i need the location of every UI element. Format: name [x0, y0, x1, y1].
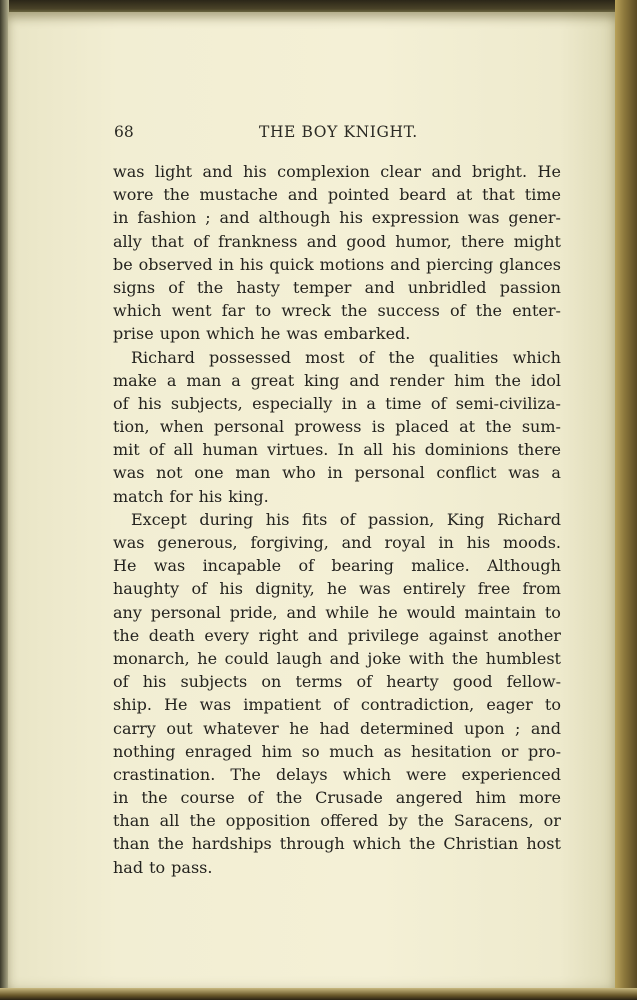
- text-line: [113, 809, 561, 832]
- running-head: [114, 123, 560, 145]
- word: nothing: [113, 741, 176, 761]
- word: light: [154, 162, 193, 181]
- word: man: [186, 370, 222, 390]
- word: who: [282, 463, 316, 483]
- word: there: [461, 231, 505, 251]
- word: would: [406, 602, 456, 622]
- word: impatient: [243, 695, 322, 715]
- word: right: [258, 625, 299, 645]
- word: pride,: [229, 602, 278, 622]
- word: King: [446, 509, 485, 529]
- word: ship.: [113, 695, 152, 715]
- text-line: [113, 276, 561, 299]
- word: temper: [293, 277, 352, 297]
- word: on: [261, 672, 282, 692]
- word: especially: [252, 393, 333, 413]
- word: another: [497, 625, 561, 645]
- word: humor,: [395, 231, 452, 251]
- word: and: [287, 185, 318, 205]
- page-number: 68: [114, 123, 134, 141]
- word: a: [551, 463, 561, 483]
- text-line: [113, 832, 561, 855]
- word: any: [113, 602, 142, 622]
- text-line: [113, 647, 561, 670]
- word: Although: [487, 556, 561, 576]
- word: mustache: [199, 185, 278, 205]
- word: moods.: [503, 533, 561, 552]
- word: fashion: [137, 208, 197, 228]
- body-text: [113, 160, 561, 879]
- text-line: [113, 693, 561, 716]
- word: his: [265, 509, 290, 529]
- word: his: [339, 208, 363, 228]
- word: opposition: [225, 811, 311, 831]
- word: match: [113, 486, 164, 506]
- word: placed: [395, 417, 449, 437]
- word: and: [329, 648, 360, 668]
- word: could: [224, 648, 269, 668]
- word: is: [371, 417, 386, 437]
- word: the: [163, 185, 190, 205]
- word: contradiction,: [360, 695, 475, 715]
- word: glances: [499, 254, 561, 274]
- word: royal: [384, 533, 426, 552]
- word: make: [113, 370, 157, 390]
- word: of: [450, 301, 466, 321]
- word: beard: [399, 185, 447, 205]
- word: pointed: [327, 185, 390, 205]
- word: and: [364, 277, 395, 297]
- word: in: [113, 788, 129, 808]
- word: good: [346, 231, 386, 251]
- word: Except: [131, 509, 187, 529]
- word: bright.: [471, 162, 528, 181]
- word: most: [305, 347, 345, 367]
- word: king: [304, 370, 340, 390]
- word: possessed: [209, 347, 291, 367]
- text-line: [113, 577, 561, 600]
- word: to: [255, 301, 272, 321]
- word: there: [517, 440, 561, 460]
- word: was: [508, 463, 540, 483]
- word: fellow-: [506, 672, 561, 692]
- word: he: [377, 602, 398, 622]
- word: virtues.: [267, 440, 329, 460]
- word: and: [341, 533, 372, 552]
- word: idol: [530, 370, 561, 390]
- word: or: [543, 811, 561, 831]
- word: personal: [354, 463, 425, 483]
- paragraph: [113, 508, 561, 879]
- word: enraged: [184, 741, 252, 761]
- word: of: [298, 556, 314, 576]
- word: Richard: [131, 347, 195, 367]
- word: had: [319, 718, 350, 738]
- word: in: [327, 463, 343, 483]
- word: with: [408, 648, 445, 668]
- word: hasty: [236, 277, 280, 297]
- word: motions: [319, 254, 385, 274]
- word: that: [482, 185, 515, 205]
- word: for: [169, 486, 193, 506]
- word: in: [218, 254, 234, 274]
- word: his: [392, 440, 416, 460]
- word: death: [148, 625, 195, 645]
- word: prise: [113, 324, 154, 344]
- text-line: [113, 508, 561, 531]
- word: clear: [380, 162, 421, 181]
- word: was: [468, 208, 500, 228]
- text-line: [113, 392, 561, 415]
- word: complexion: [277, 162, 370, 181]
- running-title: THE BOY KNIGHT.: [259, 123, 418, 141]
- word: gener-: [508, 208, 561, 228]
- word: wore: [113, 185, 154, 205]
- word: observed: [138, 254, 213, 274]
- word: tion,: [113, 417, 150, 437]
- word: man: [235, 463, 271, 483]
- word: the: [451, 648, 479, 668]
- word: his: [243, 162, 267, 181]
- word: ;: [515, 718, 521, 738]
- text-line: [113, 531, 561, 554]
- word: upon: [159, 324, 201, 344]
- word: monarch,: [113, 648, 190, 668]
- word: every: [204, 625, 250, 645]
- word: in: [341, 393, 358, 413]
- text-line: [113, 369, 561, 392]
- word: the: [341, 301, 368, 321]
- word: eager: [486, 695, 533, 715]
- word: be: [113, 254, 133, 274]
- word: angered: [395, 788, 463, 808]
- text-line: [113, 415, 561, 438]
- word: was: [286, 324, 318, 344]
- word: personal: [150, 602, 221, 622]
- word: qualities: [428, 347, 499, 367]
- word: humblest: [485, 648, 561, 668]
- word: not: [156, 463, 183, 483]
- text-line: [113, 230, 561, 253]
- word: course: [180, 788, 235, 808]
- word: hardships: [191, 834, 272, 854]
- word: forgiving,: [250, 533, 329, 552]
- word: enter-: [512, 301, 561, 321]
- word: ;: [205, 208, 211, 228]
- word: was: [359, 579, 391, 599]
- word: the: [409, 834, 436, 854]
- word: entirely: [402, 579, 466, 599]
- word: pass.: [171, 857, 213, 877]
- text-line: [113, 438, 561, 461]
- word: of: [339, 509, 356, 529]
- word: piercing: [426, 254, 494, 274]
- word: Richard: [497, 509, 561, 529]
- word: embarked.: [323, 324, 411, 344]
- word: which: [206, 324, 255, 344]
- word: had: [113, 857, 144, 877]
- text-line: [113, 717, 561, 740]
- word: passion,: [368, 509, 435, 529]
- word: prowess: [294, 417, 362, 437]
- word: personal: [213, 417, 285, 437]
- word: the: [141, 788, 168, 808]
- text-line: [113, 461, 561, 484]
- word: of: [356, 672, 373, 692]
- word: joke: [367, 648, 402, 668]
- word: of: [113, 393, 129, 413]
- word: subjects: [180, 672, 248, 692]
- word: Crusade: [315, 788, 383, 808]
- word: much: [329, 741, 374, 761]
- word: his: [239, 254, 264, 274]
- text-line: [113, 206, 561, 229]
- word: were: [406, 764, 447, 784]
- word: all: [173, 440, 194, 460]
- word: bearing: [331, 556, 394, 576]
- word: experienced: [461, 764, 561, 784]
- word: frankness: [218, 231, 298, 251]
- word: of: [247, 788, 264, 808]
- word: conflict: [436, 463, 497, 483]
- word: which: [113, 301, 162, 321]
- text-line: [113, 160, 561, 183]
- word: a: [231, 370, 241, 390]
- word: in: [438, 533, 454, 552]
- word: dominions: [424, 440, 509, 460]
- word: host: [526, 834, 561, 854]
- word: fits: [302, 509, 328, 529]
- word: the: [494, 370, 521, 390]
- word: free: [477, 579, 511, 599]
- word: malice.: [411, 556, 470, 576]
- word: hearty: [386, 672, 439, 692]
- word: ally: [113, 231, 142, 251]
- word: carry: [113, 718, 156, 738]
- word: the: [388, 347, 415, 367]
- word: was: [153, 556, 186, 576]
- page-bottom-edge: [0, 988, 637, 1000]
- word: and: [286, 602, 317, 622]
- word: was: [113, 533, 145, 552]
- word: human: [202, 440, 258, 460]
- text-line: [113, 670, 561, 693]
- word: privilege: [347, 625, 420, 645]
- word: incapable: [202, 556, 282, 576]
- word: of: [148, 440, 165, 460]
- word: great: [250, 370, 295, 390]
- word: time: [385, 393, 422, 413]
- word: pro-: [528, 741, 561, 761]
- word: the: [113, 625, 140, 645]
- word: was: [199, 695, 232, 715]
- word: The: [230, 764, 261, 784]
- word: success: [377, 301, 440, 321]
- word: offered: [320, 811, 379, 831]
- word: him: [261, 741, 293, 761]
- book-cover-edge: [615, 0, 637, 1000]
- word: through: [279, 834, 345, 854]
- word: his: [137, 393, 162, 413]
- word: out: [166, 718, 193, 738]
- word: and: [431, 162, 462, 181]
- word: mit: [113, 440, 140, 460]
- word: subjects,: [170, 393, 243, 413]
- word: whatever: [203, 718, 279, 738]
- word: semi-civiliza-: [455, 393, 561, 413]
- word: him: [475, 788, 507, 808]
- text-line: [113, 763, 561, 786]
- word: crastination.: [113, 764, 216, 784]
- text-line: [113, 253, 561, 276]
- word: far: [221, 301, 245, 321]
- word: Christian: [443, 834, 519, 854]
- word: of: [333, 695, 349, 715]
- word: a: [166, 370, 177, 390]
- word: of: [430, 393, 447, 413]
- text-line: [113, 856, 561, 879]
- word: which: [342, 764, 392, 784]
- text-line: [113, 299, 561, 322]
- paragraph: [113, 346, 561, 508]
- word: from: [522, 579, 561, 599]
- word: when: [159, 417, 204, 437]
- word: or: [501, 741, 519, 761]
- word: wreck: [281, 301, 331, 321]
- word: which: [512, 347, 561, 367]
- word: that: [151, 231, 184, 251]
- word: so: [301, 741, 320, 761]
- word: and: [390, 254, 421, 274]
- word: the: [157, 834, 184, 854]
- word: upon: [464, 718, 505, 738]
- text-line: [113, 624, 561, 647]
- word: determined: [360, 718, 454, 738]
- word: king.: [228, 486, 269, 506]
- word: more: [519, 788, 561, 808]
- word: He: [164, 695, 188, 715]
- word: he: [260, 324, 281, 344]
- word: against: [428, 625, 489, 645]
- word: and: [530, 718, 561, 738]
- word: went: [171, 301, 212, 321]
- word: a: [366, 393, 376, 413]
- paragraph: [113, 160, 561, 346]
- word: good: [452, 672, 493, 692]
- word: he: [327, 579, 347, 599]
- word: sum-: [521, 417, 561, 437]
- word: render: [389, 370, 445, 390]
- text-line: [113, 183, 561, 206]
- word: delays: [275, 764, 328, 784]
- word: to: [544, 695, 561, 715]
- word: time: [524, 185, 561, 205]
- word: he: [289, 718, 309, 738]
- word: by: [388, 811, 408, 831]
- word: and: [202, 162, 233, 181]
- word: He: [113, 556, 137, 576]
- word: of: [113, 672, 129, 692]
- word: at: [456, 185, 473, 205]
- word: the: [196, 277, 224, 297]
- word: and: [306, 231, 337, 251]
- word: haughty: [113, 579, 180, 599]
- word: which: [352, 834, 402, 854]
- word: and: [219, 208, 250, 228]
- word: as: [383, 741, 402, 761]
- word: dignity,: [255, 579, 315, 599]
- word: him: [454, 370, 485, 390]
- word: one: [194, 463, 224, 483]
- word: while: [325, 602, 370, 622]
- word: his: [466, 533, 491, 552]
- word: his: [219, 579, 243, 599]
- text-line: [113, 601, 561, 624]
- word: In: [337, 440, 355, 460]
- word: the: [485, 417, 512, 437]
- word: of: [191, 579, 208, 599]
- word: of: [168, 277, 184, 297]
- text-line: [113, 786, 561, 809]
- word: to: [544, 602, 561, 622]
- word: unbridled: [407, 277, 487, 297]
- word: he: [197, 648, 218, 668]
- word: the: [475, 301, 502, 321]
- word: generous,: [157, 533, 238, 552]
- word: to: [149, 857, 166, 877]
- word: quick: [269, 254, 314, 274]
- word: terms: [295, 672, 343, 692]
- word: expression: [371, 208, 460, 228]
- word: of: [358, 347, 375, 367]
- word: the: [189, 811, 216, 831]
- word: the: [417, 811, 444, 831]
- word: maintain: [464, 602, 536, 622]
- word: all: [363, 440, 383, 460]
- word: of: [193, 231, 209, 251]
- word: although: [258, 208, 331, 228]
- text-line: [113, 346, 561, 369]
- word: might: [513, 231, 561, 251]
- text-line: [113, 554, 561, 577]
- word: than: [113, 834, 150, 854]
- word: He: [537, 162, 561, 181]
- text-line: [113, 322, 561, 345]
- word: than: [113, 811, 150, 831]
- word: was: [113, 162, 145, 181]
- word: his: [198, 486, 223, 506]
- word: passion: [499, 277, 561, 297]
- text-line: [113, 740, 561, 763]
- word: hesitation: [410, 741, 492, 761]
- word: was: [113, 463, 145, 483]
- word: at: [459, 417, 476, 437]
- word: in: [113, 208, 129, 228]
- word: his: [142, 672, 167, 692]
- word: and: [307, 625, 339, 645]
- word: laugh: [276, 648, 323, 668]
- text-line: [113, 485, 561, 508]
- word: signs: [113, 277, 156, 297]
- word: the: [276, 788, 303, 808]
- word: Saracens,: [453, 811, 534, 831]
- word: during: [199, 509, 254, 529]
- word: and: [349, 370, 380, 390]
- word: all: [159, 811, 180, 831]
